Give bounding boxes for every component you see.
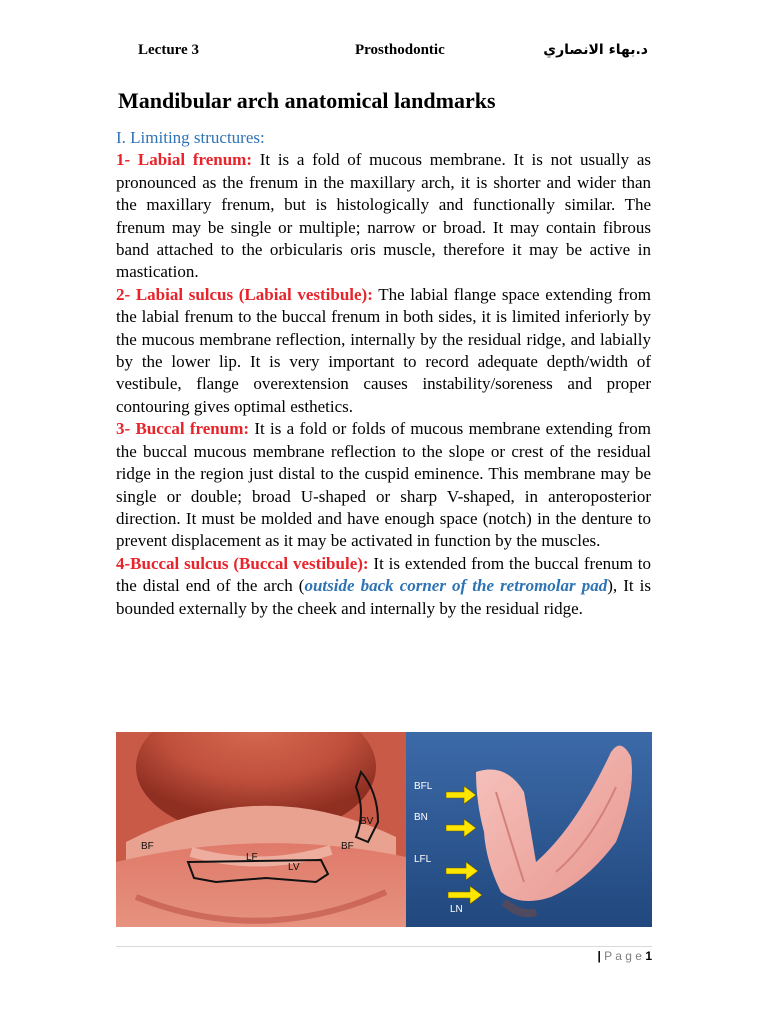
author-label: د.بهاء الانصاري [543, 42, 648, 58]
paragraph-labial-sulcus [116, 284, 651, 418]
figures-row [116, 732, 652, 927]
text-buccal-frenum: It is a fold or folds of mucous membrane extending from the buccal mucous membrane reflection to the slope or crest of the residual ridge in the region just distal to the cuspid eminence. This membrane may be single or double; broad U-shaped or sharp V-shaped, in anteroposterior direction. It must be molded and have enough space (notch) in the denture to prevent displacement as it may be activated in function by the muscles. [116, 419, 651, 551]
paragraph-buccal-frenum [116, 418, 651, 552]
mandibular-arch-photo [116, 732, 406, 927]
subject-label: Prosthodontic [355, 42, 445, 58]
term-buccal-sulcus: 4-Buccal sulcus (Buccal vestibule): [116, 553, 369, 573]
emphasis-retromolar-pad: outside back corner of the retromolar pad [304, 576, 608, 596]
label-bf-right: BF [341, 841, 354, 852]
footer-separator: | [597, 949, 601, 963]
label-bv: BV [360, 816, 374, 827]
page-footer [597, 949, 652, 963]
label-bn: BN [414, 812, 428, 823]
page-header [138, 42, 648, 66]
footer-divider [116, 946, 652, 947]
text-labial-sulcus: The labial flange space extending from the labial frenum to the buccal frenum in both sides, it is limited inferiorly by the mucous membrane reflection, internally by the residual ridge, and labially by the lower lip. It is very important to record adequate depth/width of vestibule, flange overextension causes instability/soreness and proper contouring gives optimal esthetics. [116, 284, 651, 416]
text-buccal-sulcus-b: ), It is bounded externally by the cheek and internally by the residual ridge. [116, 576, 651, 618]
footer-page-word: P a g e [604, 949, 642, 963]
paragraph-labial-frenum [116, 149, 651, 283]
term-buccal-frenum: 3- Buccal frenum: [116, 419, 250, 439]
text-labial-frenum: It is a fold of mucous membrane. It is not usually as pronounced as the frenum in the maxillary arch, it is shorter and wider than the maxillary frenum, but is histologically and functionally similar. The frenum may be single or multiple; narrow or broad. It may contain fibrous band attached to the orbicularis oris muscle, therefore it may be active in mastication. [116, 150, 651, 282]
label-bfl: BFL [414, 781, 433, 792]
page-number: 1 [645, 949, 652, 963]
section-heading: I. Limiting structures: [116, 128, 265, 147]
paragraph-buccal-sulcus [116, 553, 651, 620]
page-title: Mandibular arch anatomical landmarks [118, 88, 496, 113]
body-content [116, 127, 651, 620]
label-lf: LF [246, 852, 258, 863]
label-bf-left: BF [141, 841, 154, 852]
label-ln: LN [450, 904, 463, 915]
term-labial-frenum: 1- Labial frenum: [116, 150, 253, 170]
label-lv: LV [288, 862, 300, 873]
term-labial-sulcus: 2- Labial sulcus (Labial vestibule): [116, 284, 373, 304]
text-buccal-sulcus-a: It is extended from the buccal frenum to the distal end of the arch ( [116, 553, 651, 596]
impression-model-photo [406, 732, 652, 927]
label-lfl: LFL [414, 854, 432, 865]
lecture-label: Lecture 3 [138, 42, 199, 58]
